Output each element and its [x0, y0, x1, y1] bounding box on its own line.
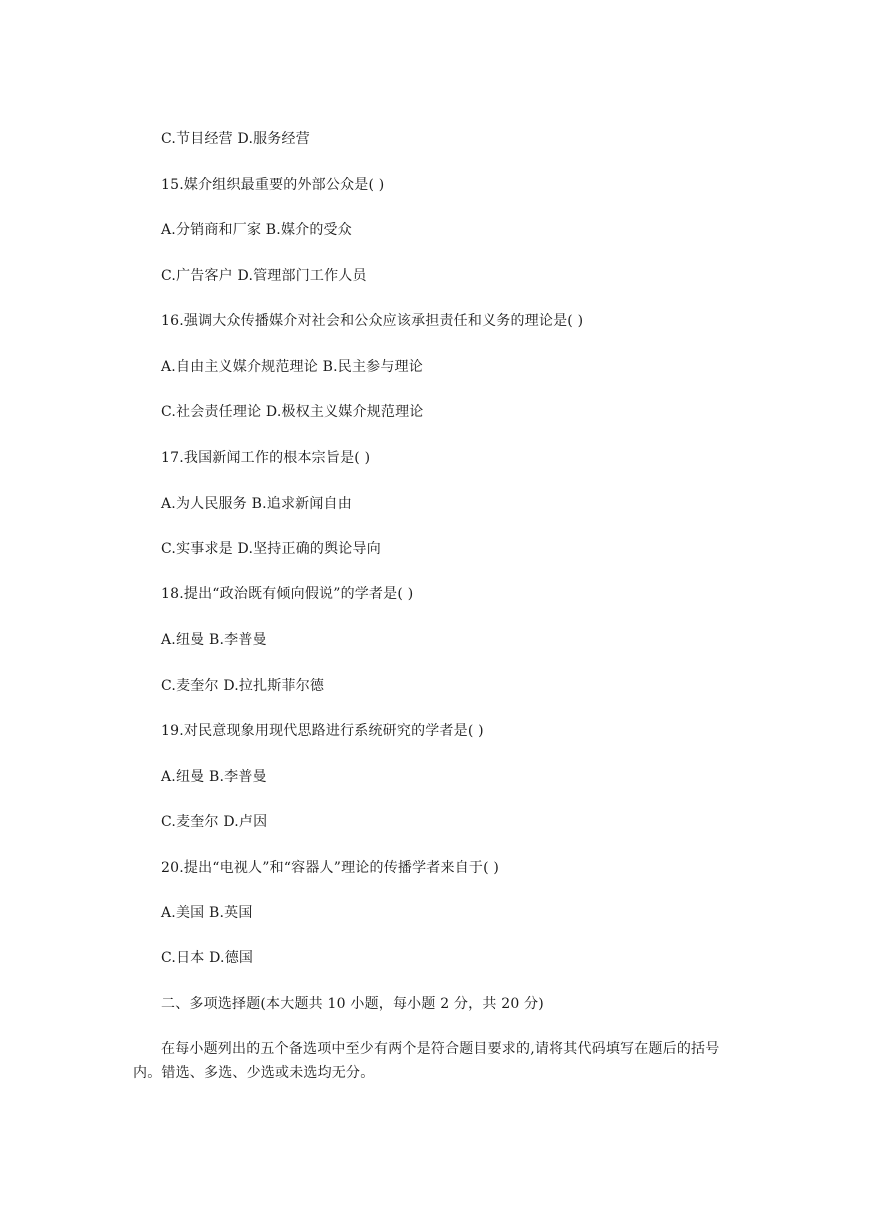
option-line-19-ab: A.纽曼 B.李普曼	[161, 769, 267, 785]
option-line-18-cd: C.麦奎尔 D.拉扎斯菲尔德	[161, 678, 325, 694]
section-heading-multiple-choice: 二、多项选择题(本大题共 10 小题，每小题 2 分，共 20 分)	[161, 996, 544, 1012]
option-line-20-cd: C.日本 D.德国	[161, 950, 254, 966]
option-line-14-cd: C.节目经营 D.服务经营	[161, 131, 310, 147]
question-16: 16.强调大众传播媒介对社会和公众应该承担责任和义务的理论是( )	[161, 313, 584, 329]
question-15: 15.媒介组织最重要的外部公众是( )	[161, 177, 385, 193]
option-line-20-ab: A.美国 B.英国	[161, 905, 253, 921]
section-instruction: 在每小题列出的五个备选项中至少有两个是符合题目要求的,请将其代码填写在题后的括号内。错选、多选、少选或未选均无分。	[133, 1041, 720, 1081]
option-line-19-cd: C.麦奎尔 D.卢因	[161, 814, 268, 830]
option-line-15-cd: C.广告客户 D.管理部门工作人员	[161, 268, 367, 284]
option-line-16-cd: C.社会责任理论 D.极权主义媒介规范理论	[161, 404, 424, 420]
option-line-15-ab: A.分销商和厂家 B.媒介的受众	[161, 222, 352, 238]
option-line-17-ab: A.为人民服务 B.追求新闻自由	[161, 496, 352, 512]
question-20: 20.提出“电视人”和“容器人”理论的传播学者来自于( )	[161, 860, 500, 876]
option-line-17-cd: C.实事求是 D.坚持正确的舆论导向	[161, 541, 381, 557]
question-17: 17.我国新闻工作的根本宗旨是( )	[161, 450, 371, 466]
option-line-18-ab: A.纽曼 B.李普曼	[161, 632, 267, 648]
option-line-16-ab: A.自由主义媒介规范理论 B.民主参与理论	[161, 359, 423, 375]
question-18: 18.提出“政治既有倾向假说”的学者是( )	[161, 586, 414, 602]
question-19: 19.对民意现象用现代思路进行系统研究的学者是( )	[161, 723, 484, 739]
